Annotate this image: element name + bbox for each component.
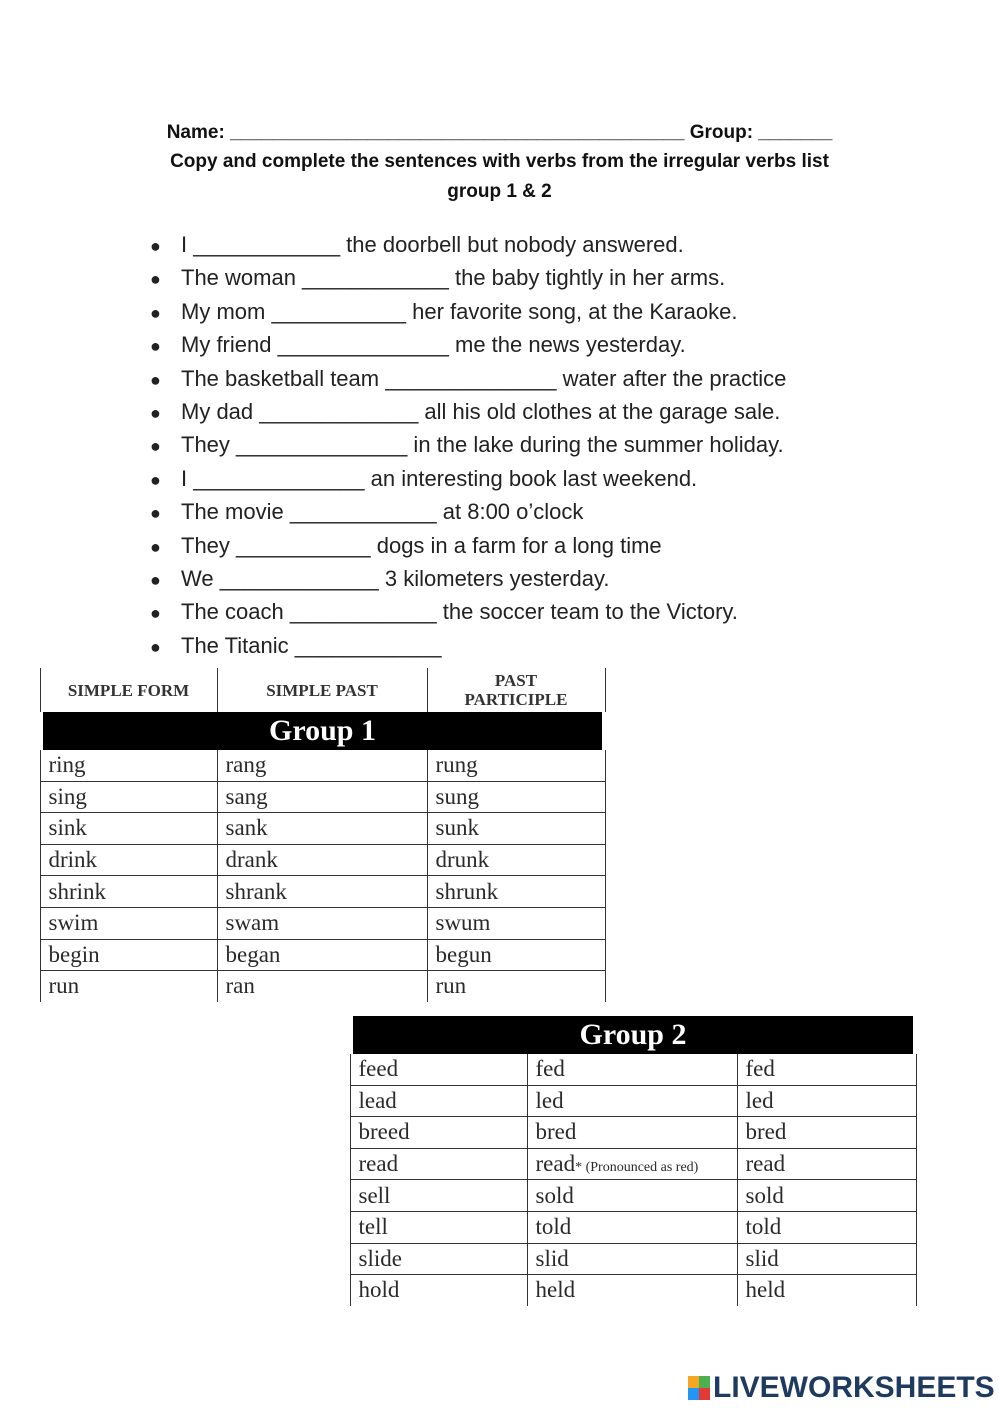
table-row <box>40 781 605 813</box>
logo-text: LIVEWORKSHEETS <box>713 1371 995 1404</box>
bullet-icon: ● <box>150 436 161 457</box>
simple-form-cell: read <box>350 1148 527 1180</box>
logo-square <box>688 1388 699 1400</box>
sentence-item: ● I ______________ an interesting book last weekend. <box>150 462 786 495</box>
simple-form-cell: sell <box>350 1180 527 1212</box>
past-participle-cell: slid <box>737 1243 916 1275</box>
sentence-item: ● They ______________ in the lake during the summer holiday. <box>150 428 786 461</box>
bullet-icon: ● <box>150 603 161 624</box>
past-participle-cell: sung <box>427 781 605 813</box>
simple-form-cell: sink <box>40 813 217 845</box>
sentence-item: ● They ___________ dogs in a farm for a long time <box>150 529 786 562</box>
past-participle-cell: drunk <box>427 844 605 876</box>
simple-past-cell: told <box>527 1211 737 1243</box>
simple-form-cell: breed <box>350 1117 527 1149</box>
bullet-icon: ● <box>150 369 161 390</box>
simple-past-cell: led <box>527 1085 737 1117</box>
group2-verb-table <box>347 1016 919 1306</box>
table-row <box>350 1085 916 1117</box>
table-header-row <box>40 668 605 712</box>
simple-past-cell: bred <box>527 1117 737 1149</box>
table-row <box>40 750 605 781</box>
table-row <box>350 1243 916 1275</box>
bullet-icon: ● <box>150 236 161 256</box>
table-row <box>350 1211 916 1243</box>
past-participle-cell: swum <box>427 907 605 939</box>
past-participle-cell: fed <box>737 1054 916 1085</box>
simple-past-cell: drank <box>217 844 427 876</box>
past-participle-cell: read <box>737 1148 916 1180</box>
past-participle-cell: bred <box>737 1117 916 1149</box>
table-row <box>40 876 605 908</box>
sentence-item: ● My dad _____________ all his old clothes at the garage sale. <box>150 395 786 428</box>
past-participle-cell: sunk <box>427 813 605 845</box>
simple-past-cell: began <box>217 939 427 971</box>
simple-past-cell: held <box>527 1275 737 1306</box>
group1-verb-table <box>37 668 608 1002</box>
past-participle-cell: run <box>427 971 605 1002</box>
simple-past-cell: rang <box>217 750 427 781</box>
past-participle-cell: rung <box>427 750 605 781</box>
past-participle-cell: begun <box>427 939 605 971</box>
group2-title: Group 2 <box>350 1016 916 1054</box>
simple-form-cell: shrink <box>40 876 217 908</box>
group1-title: Group 1 <box>40 712 605 750</box>
liveworksheets-logo[interactable] <box>688 1371 995 1405</box>
sentence-list <box>150 228 786 662</box>
bullet-icon: ● <box>150 269 161 290</box>
table-row <box>40 907 605 939</box>
simple-past-cell: read* (Pronounced as red) <box>527 1148 737 1180</box>
past-participle-cell: led <box>737 1085 916 1117</box>
table-row <box>350 1148 916 1180</box>
simple-form-cell: ring <box>40 750 217 781</box>
table-row <box>40 844 605 876</box>
simple-form-cell: feed <box>350 1054 527 1085</box>
bullet-icon: ● <box>150 469 161 490</box>
sentence-item: ● The basketball team ______________ water after the practice <box>150 362 786 395</box>
sentence-item: ● The movie ____________ at 8:00 o’clock <box>150 495 786 528</box>
bullet-icon: ● <box>150 302 161 323</box>
header-simple-past: SIMPLE PAST <box>217 668 427 712</box>
pronunciation-note: * (Pronounced as red) <box>575 1160 699 1176</box>
sentence-item: ● The woman ____________ the baby tightly in her arms. <box>150 261 786 294</box>
header-simple-form: SIMPLE FORM <box>40 668 217 712</box>
past-participle-cell: sold <box>737 1180 916 1212</box>
simple-form-cell: hold <box>350 1275 527 1306</box>
logo-square <box>688 1376 699 1388</box>
simple-past-cell: ran <box>217 971 427 1002</box>
bullet-icon: ● <box>150 536 161 557</box>
simple-past-cell: sank <box>217 813 427 845</box>
group-title-row <box>40 712 605 750</box>
logo-square <box>699 1388 710 1400</box>
simple-form-cell: drink <box>40 844 217 876</box>
bullet-icon: ● <box>150 569 161 590</box>
logo-square <box>699 1376 710 1388</box>
simple-past-cell: shrank <box>217 876 427 908</box>
simple-past-cell: slid <box>527 1243 737 1275</box>
instructions: Copy and complete the sentences with verbs from the irregular verbs list <box>170 151 829 172</box>
sentence-item: ● We _____________ 3 kilometers yesterday. <box>150 562 786 595</box>
name-group-line: Name: ___________________________________________ Group: _______ <box>166 122 833 143</box>
simple-past-cell: fed <box>527 1054 737 1085</box>
table-row <box>350 1275 916 1306</box>
past-participle-cell: shrunk <box>427 876 605 908</box>
simple-form-cell: run <box>40 971 217 1002</box>
sentence-item: ● My mom ___________ her favorite song, at the Karaoke. <box>150 295 786 328</box>
table-row <box>350 1054 916 1085</box>
logo-grid-icon <box>688 1376 710 1400</box>
header-past-participle: PAST PARTICIPLE <box>427 668 605 712</box>
simple-form-cell: swim <box>40 907 217 939</box>
simple-form-cell: sing <box>40 781 217 813</box>
sentence-item: ● I ____________ the doorbell but nobody answered. <box>150 228 786 261</box>
bullet-icon: ● <box>150 336 161 357</box>
simple-past-cell: sold <box>527 1180 737 1212</box>
bullet-icon: ● <box>150 402 161 423</box>
simple-form-cell: begin <box>40 939 217 971</box>
sentence-item: ● My friend ______________ me the news yesterday. <box>150 328 786 361</box>
table-row <box>40 971 605 1002</box>
past-participle-cell: held <box>737 1275 916 1306</box>
simple-form-cell: lead <box>350 1085 527 1117</box>
simple-past-cell: swam <box>217 907 427 939</box>
bullet-icon: ● <box>150 636 161 657</box>
sentence-item: ● The Titanic ____________ <box>150 629 786 662</box>
bullet-icon: ● <box>150 503 161 524</box>
table-row <box>350 1117 916 1149</box>
instructions-subtitle: group 1 & 2 <box>447 181 552 202</box>
table-row <box>40 813 605 845</box>
simple-form-cell: tell <box>350 1211 527 1243</box>
past-participle-cell: told <box>737 1211 916 1243</box>
sentence-item: ● The coach ____________ the soccer team to the Victory. <box>150 595 786 628</box>
table-row <box>40 939 605 971</box>
table-row <box>350 1180 916 1212</box>
group-title-row <box>350 1016 916 1054</box>
simple-past-cell: sang <box>217 781 427 813</box>
simple-form-cell: slide <box>350 1243 527 1275</box>
